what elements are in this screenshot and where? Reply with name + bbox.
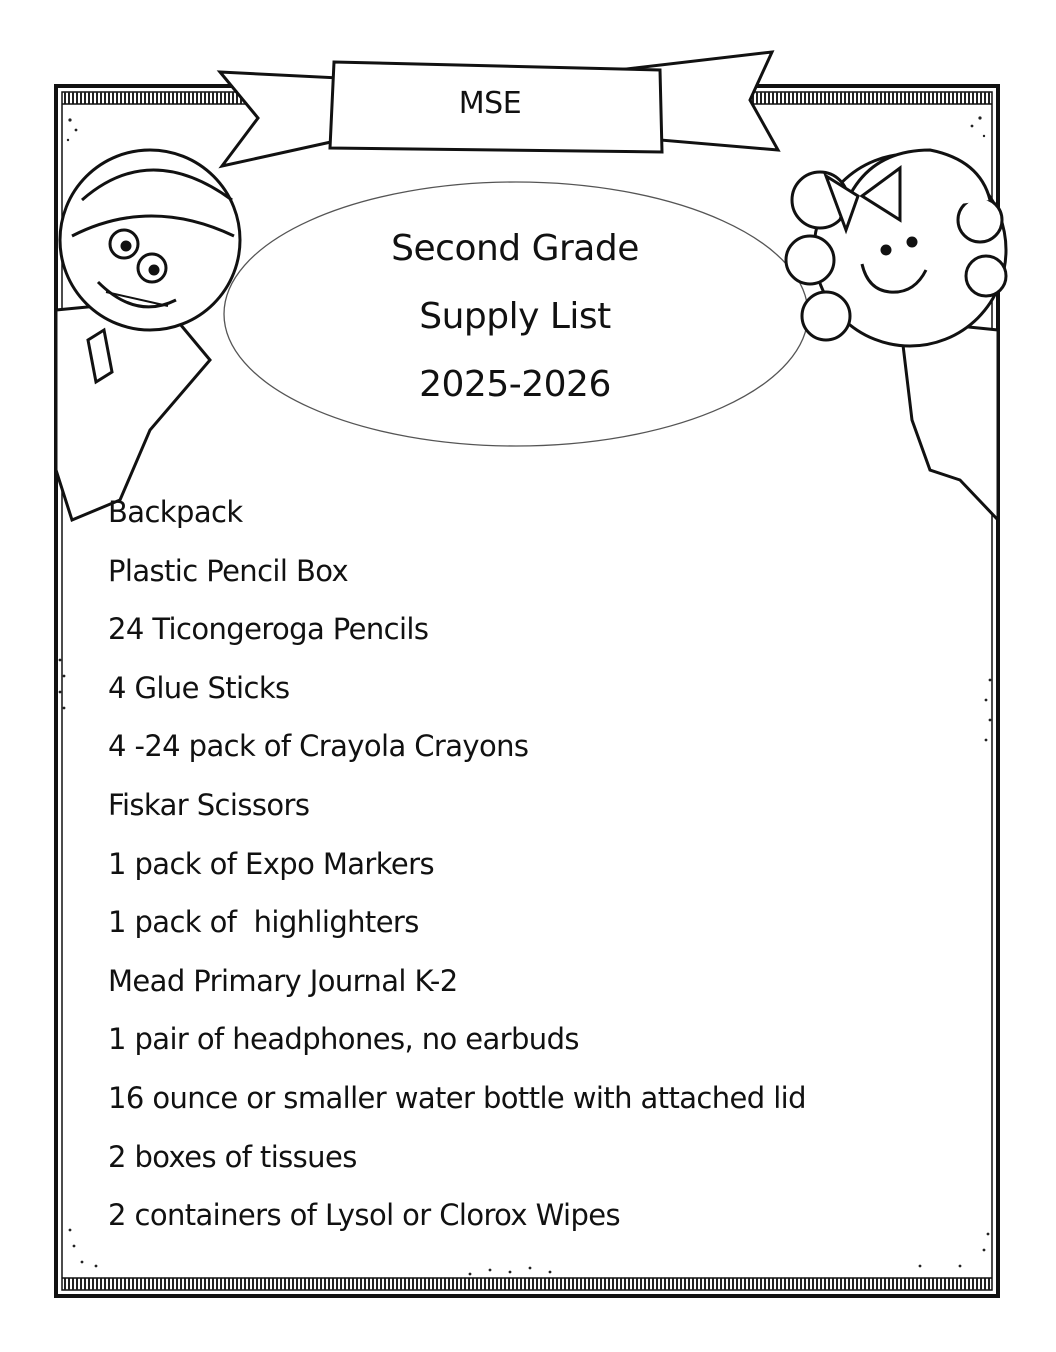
girl-illustration — [786, 150, 1006, 520]
list-item: Plastic Pencil Box — [108, 553, 349, 588]
frame-bottom-band — [62, 1278, 992, 1290]
list-item: 4 Glue Sticks — [108, 670, 290, 705]
title-grade: Second Grade — [391, 228, 639, 269]
list-item: 16 ounce or smaller water bottle with attached lid — [108, 1080, 806, 1115]
banner-label: MSE — [458, 86, 522, 121]
list-item: Mead Primary Journal K-2 — [108, 963, 458, 998]
supply-list — [108, 492, 806, 1254]
list-item: Backpack — [108, 495, 243, 529]
list-item: 2 containers of Lysol or Clorox Wipes — [108, 1198, 621, 1233]
title-supply-list: Supply List — [419, 296, 611, 337]
list-item: 4 -24 pack of Crayola Crayons — [108, 729, 529, 764]
list-item: 24 Ticongeroga Pencils — [108, 612, 429, 647]
list-item: 2 boxes of tissues — [108, 1139, 357, 1174]
list-item: 1 pack of Expo Markers — [108, 846, 434, 881]
list-item: 1 pack of highlighters — [108, 905, 419, 940]
list-item: 1 pair of headphones, no earbuds — [108, 1022, 579, 1057]
boy-illustration — [56, 150, 240, 520]
title-school-year: 2025-2026 — [419, 364, 611, 405]
list-item: Fiskar Scissors — [108, 787, 310, 822]
